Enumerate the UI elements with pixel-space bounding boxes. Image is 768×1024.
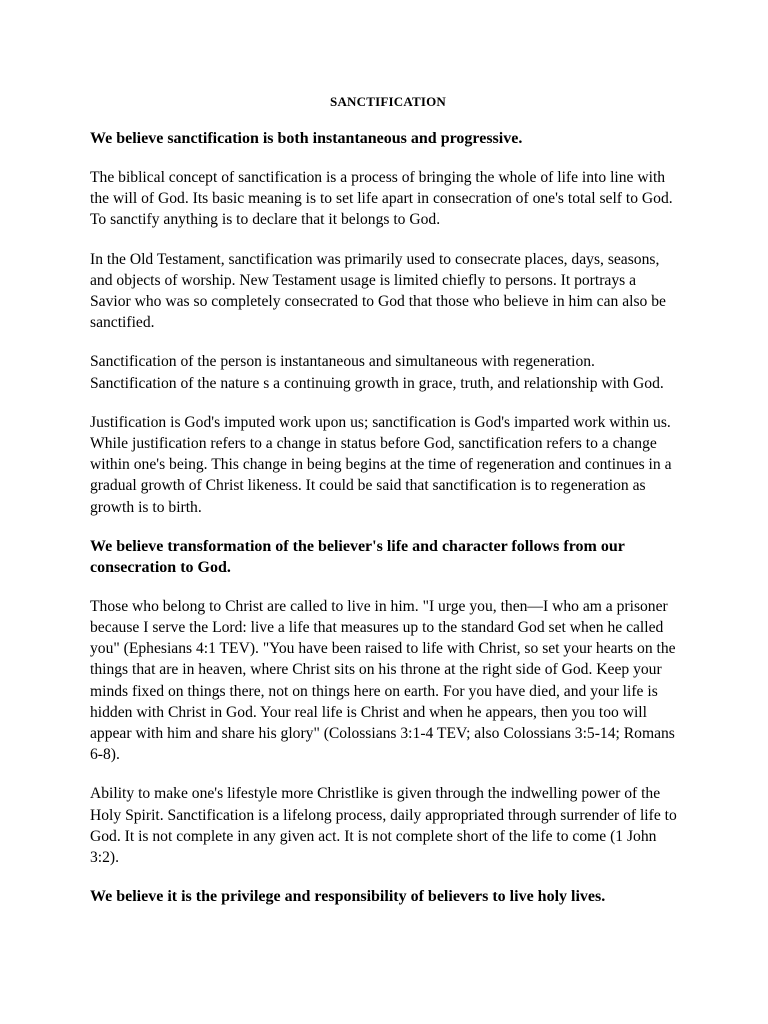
paragraph-old-testament: In the Old Testament, sanctification was primarily used to consecrate places, days, seasons, and objects of worship. New Testament usage is limited chiefly to persons. It portrays a Savior who was so completely consecrated to God that those who believe in him can also be sanctified. <box>90 250 666 332</box>
document-title: SANCTIFICATION <box>330 94 446 109</box>
section-heading-instantaneous: We believe sanctification is both instantaneous and progressive. <box>90 130 523 147</box>
document-page <box>90 92 680 925</box>
paragraph-belong-to-christ: Those who belong to Christ are called to live in him. "I urge you, then—I who am a prisoner because I serve the Lord: live a life that measures up to the standard God set when he called you" (Ephesians 4:1 TEV). "You have been raised to life with Christ, so set your hearts on the things that are in heaven, where Christ sits on his throne at the right side of God. Keep your minds fixed on things there, not on things here on earth. For you have died, and your life is hidden with Christ in God. Your real life is Christ and when he appears, then you too will appear with him and share his glory" (Colossians 3:1-4 TEV; also Colossians 3:5-14; Romans 6-8). <box>90 597 676 764</box>
paragraph-biblical-concept: The biblical concept of sanctification is a process of bringing the whole of life into line with the will of God. Its basic meaning is to set life apart in consecration of one's total self to God. To sanctify anything is to declare that it belongs to God. <box>90 169 673 229</box>
paragraph-justification: Justification is God's imputed work upon us; sanctification is God's imparted work within us. While justification refers to a change in status before God, sanctification refers to a change within one's being. This change in being begins at the time of regeneration and continues in a gradual growth of Christ likeness. It could be said that sanctification is to regeneration as growth is to birth. <box>90 413 672 516</box>
section-heading-transformation: We believe transformation of the believer's life and character follows from our consecration to God. <box>90 537 625 576</box>
section-heading-holy-lives: We believe it is the privilege and responsibility of believers to live holy lives. <box>90 888 606 906</box>
paragraph-holy-spirit: Ability to make one's lifestyle more Christlike is given through the indwelling power of the Holy Spirit. Sanctification is a lifelong process, daily appropriated through surrender of life to God. It is not complete in any given act. It is not complete short of the life to come (1 John 3:2). <box>90 785 677 867</box>
paragraph-person-nature: Sanctification of the person is instantaneous and simultaneous with regeneration. Sanctification of the nature s a continuing growth in grace, truth, and relationship with God. <box>90 353 664 392</box>
